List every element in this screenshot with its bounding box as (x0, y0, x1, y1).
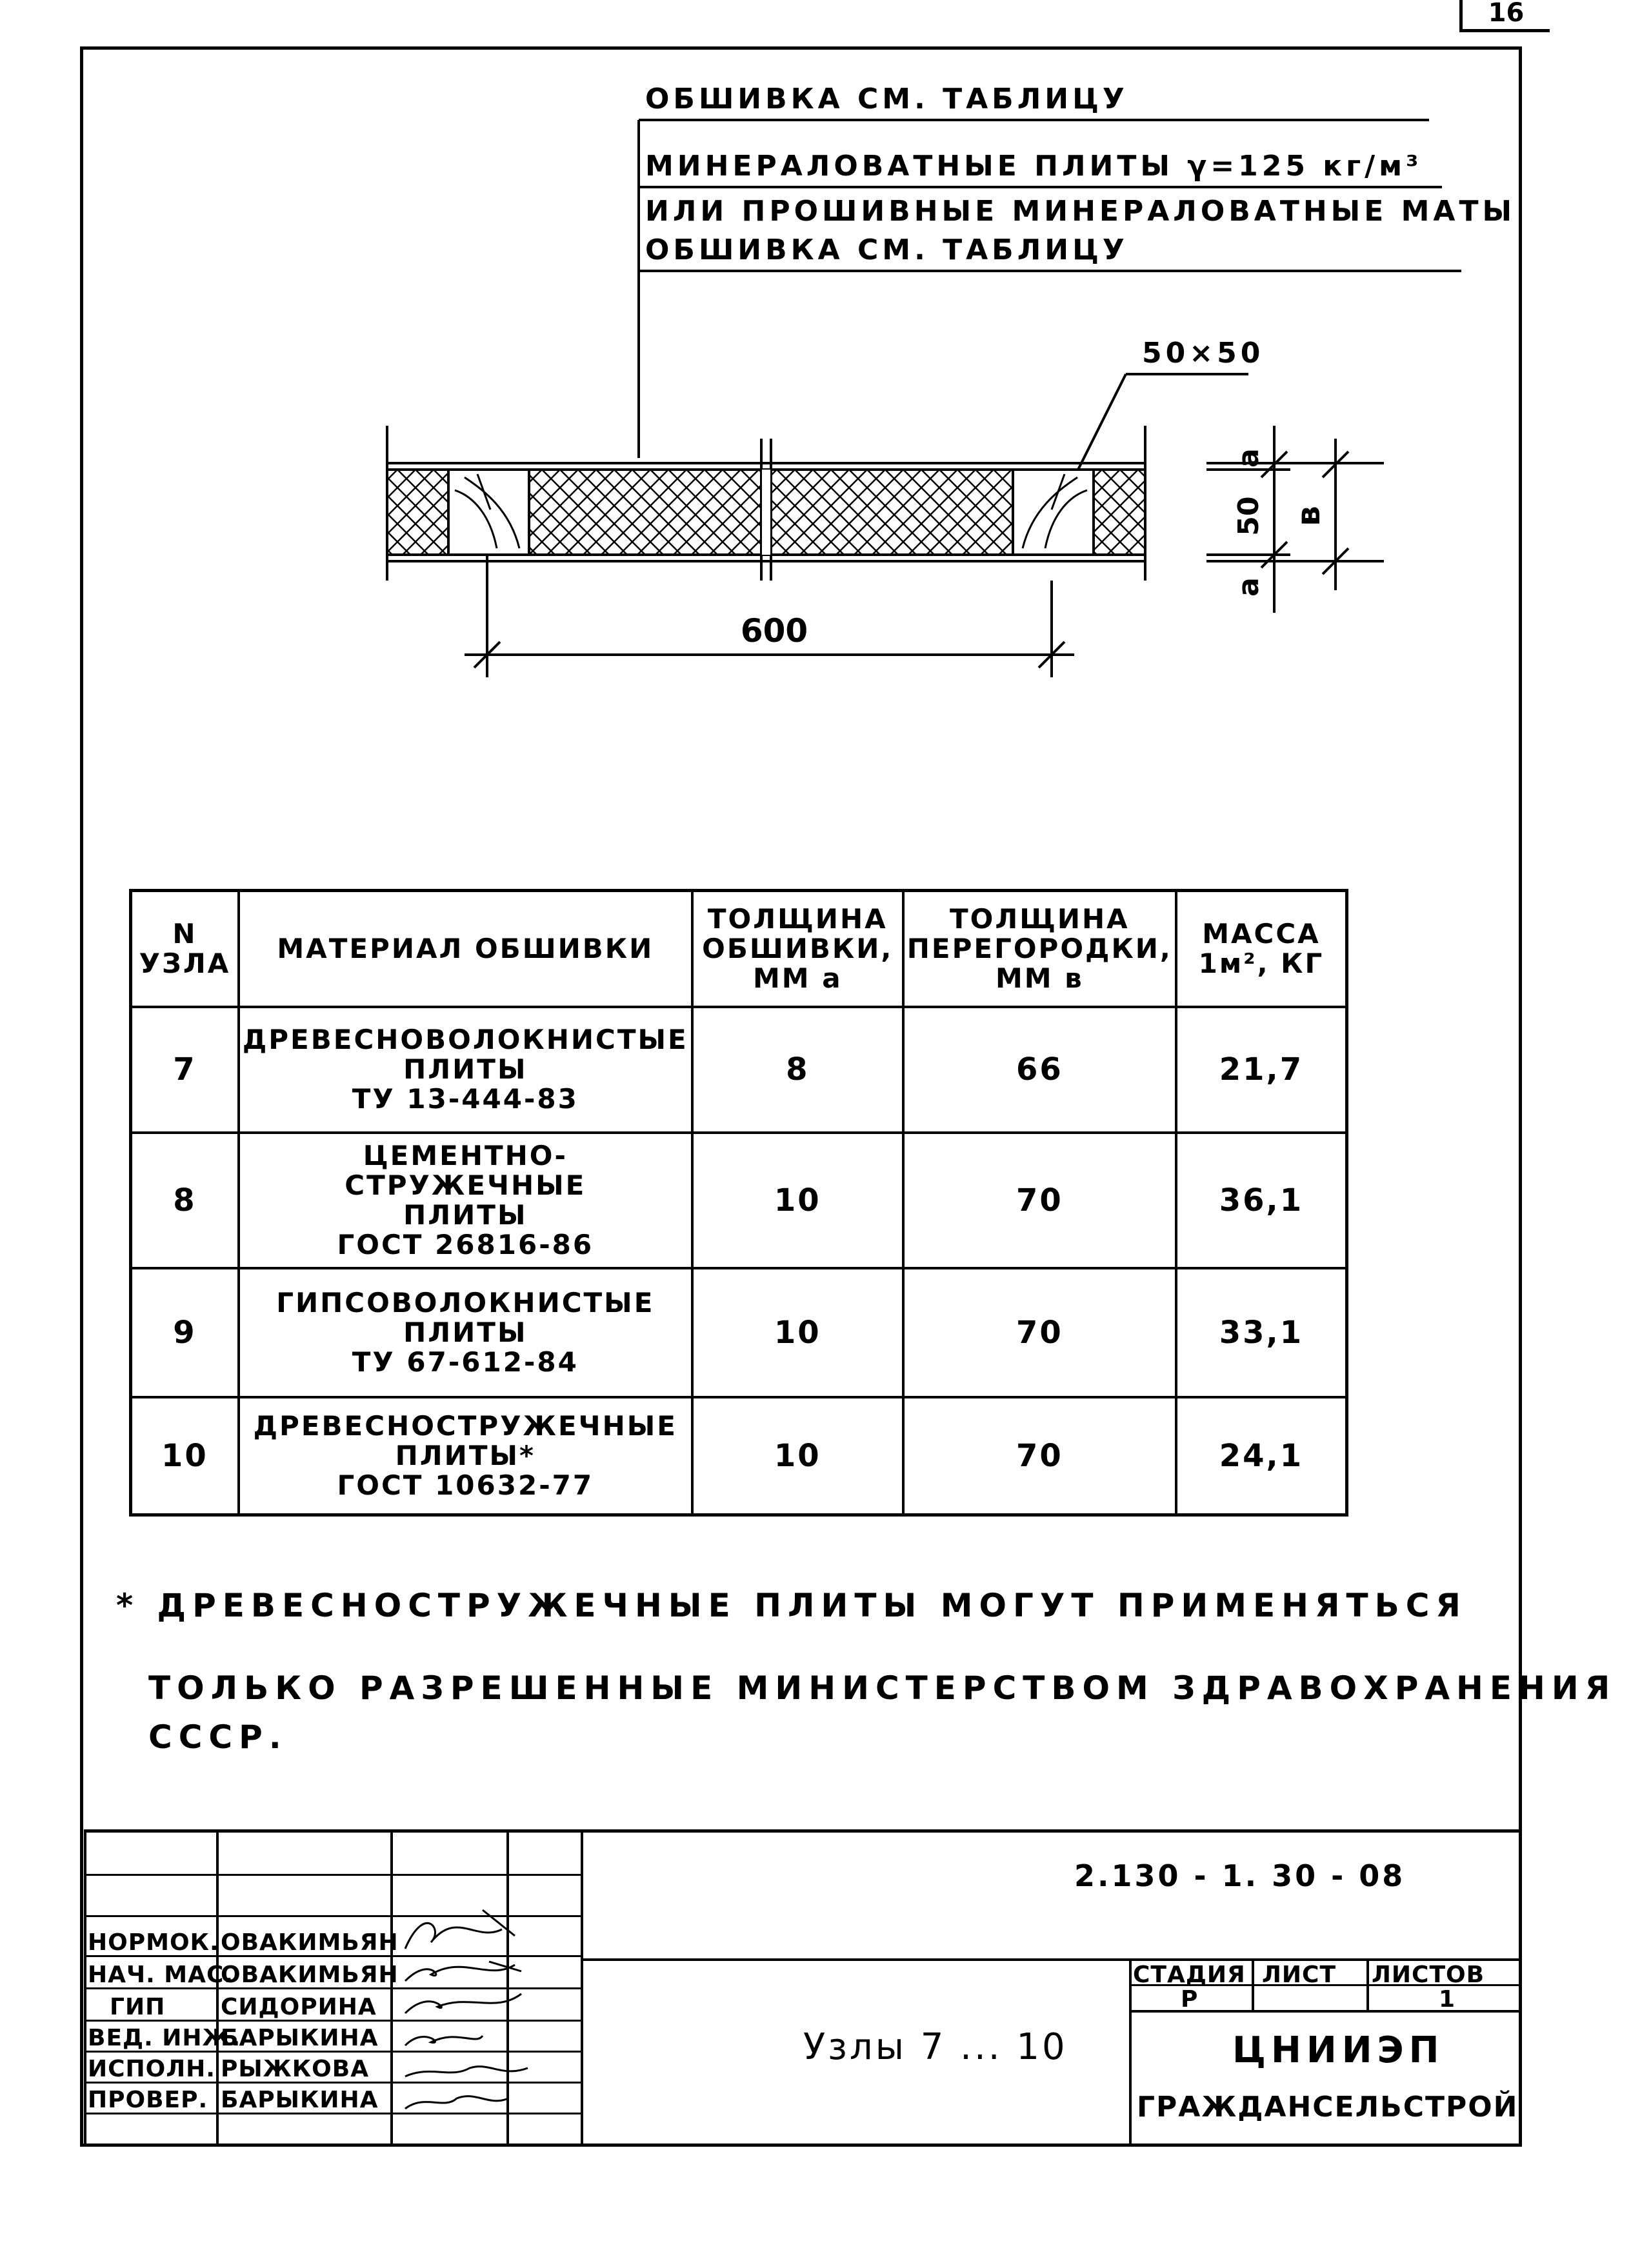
role-norm-control: НОРМОК. (88, 1929, 219, 1956)
material-kind: ПЛИТЫ (403, 1053, 528, 1085)
stud-label: 50×50 (1142, 337, 1265, 370)
footnote-line-2: ТОЛЬКО РАЗРЕШЕННЫЕ МИНИСТЕРСТВОМ ЗДРАВОХРАНЕНИЯ (148, 1669, 1617, 1707)
cell-node: 8 (131, 1133, 239, 1268)
cell-mass: 21,7 (1176, 1007, 1347, 1133)
material-kind: ПЛИТЫ* (395, 1439, 535, 1471)
table-row (131, 1268, 1347, 1397)
material-standard: ГОСТ 26816-86 (337, 1228, 594, 1260)
spacing-label: 600 (740, 612, 808, 650)
sheet-number: 16 (1459, 0, 1550, 32)
role-executor: ИСПОЛН. (88, 2056, 215, 2082)
cell-sheathing-thickness: 10 (692, 1397, 903, 1515)
material-kind: ПЛИТЫ (403, 1316, 528, 1348)
cell-material (239, 1007, 692, 1133)
material-name: ГИПСОВОЛОКНИСТЫЕ (276, 1286, 655, 1318)
cell-sheathing-thickness: 8 (692, 1007, 903, 1133)
title-block (84, 1829, 1522, 2146)
dim-a-bottom: a (1232, 577, 1265, 597)
cell-node: 10 (131, 1397, 239, 1515)
name-norm-control: ОВАКИМЬЯН (221, 1929, 399, 1956)
material-name: ДРЕВЕСНОВОЛОКНИСТЫЕ (242, 1024, 688, 1055)
table-header-row (131, 891, 1347, 1007)
name-checker: БАРЫКИНА (221, 2087, 379, 2113)
sheets-label: ЛИСТОВ (1372, 1962, 1485, 1988)
cell-node: 9 (131, 1268, 239, 1397)
org-subname: ГРАЖДАНСЕЛЬСТРОЙ (1137, 2091, 1519, 2124)
callout-line-2: МИНЕРАЛОВАТНЫЕ ПЛИТЫ γ=125 кг/м³ (645, 150, 1423, 183)
callout-line-4: ОБШИВКА СМ. ТАБЛИЦУ (645, 234, 1128, 266)
partition-section-drawing (0, 0, 1651, 839)
cell-partition-thickness: 70 (903, 1397, 1176, 1515)
cell-partition-thickness: 70 (903, 1268, 1176, 1397)
cell-node: 7 (131, 1007, 239, 1133)
drawing-title: Узлы 7 ... 10 (803, 2026, 1068, 2068)
cell-mass: 33,1 (1176, 1268, 1347, 1397)
footnote-line-1: * ДРЕВЕСНОСТРУЖЕЧНЫЕ ПЛИТЫ МОГУТ ПРИМЕНЯТЬСЯ (116, 1587, 1467, 1624)
cell-partition-thickness: 66 (903, 1007, 1176, 1133)
material-standard: ТУ 13-444-83 (352, 1083, 579, 1115)
role-lead-engineer: ВЕД. ИНЖ. (88, 2025, 241, 2051)
cell-material (239, 1268, 692, 1397)
dim-b: в (1290, 506, 1327, 526)
role-head-dept: НАЧ. МАС. (88, 1962, 234, 1988)
sheet-label: ЛИСТ (1262, 1962, 1337, 1988)
name-lead-engineer: БАРЫКИНА (221, 2025, 379, 2051)
wall-section (387, 426, 1145, 581)
sheets-value: 1 (1439, 1986, 1456, 2013)
table-row (131, 1007, 1347, 1133)
cell-mass: 36,1 (1176, 1133, 1347, 1268)
materials-table (129, 889, 1348, 1517)
header-mass: МАССА 1м², КГ (1176, 891, 1347, 1007)
material-name: ДРЕВЕСНОСТРУЖЕЧНЫЕ (253, 1409, 677, 1442)
cell-material (239, 1133, 692, 1268)
stage-label: СТАДИЯ (1133, 1962, 1246, 1988)
role-chief-engineer: ГИП (110, 1994, 166, 2020)
name-head-dept: ОВАКИМЬЯН (221, 1962, 399, 1988)
cell-sheathing-thickness: 10 (692, 1133, 903, 1268)
material-standard: ГОСТ 10632-77 (337, 1469, 594, 1501)
table-row (131, 1397, 1347, 1515)
callout-line-1: ОБШИВКА СМ. ТАБЛИЦУ (645, 83, 1128, 115)
document-code: 2.130 - 1. 30 - 08 (1074, 1858, 1406, 1893)
cell-partition-thickness: 70 (903, 1133, 1176, 1268)
dim-a-top: a (1232, 448, 1265, 468)
header-node: N УЗЛА (131, 891, 239, 1007)
footnote-line-3: СССР. (148, 1718, 288, 1756)
name-chief-engineer: СИДОРИНА (221, 1994, 377, 2020)
header-sheathing-thickness: ТОЛЩИНА ОБШИВКИ, ММ а (692, 891, 903, 1007)
signatures (392, 1833, 579, 2146)
cell-mass: 24,1 (1176, 1397, 1347, 1515)
stage-value: Р (1181, 1986, 1199, 2013)
name-executor: РЫЖКОВА (221, 2056, 370, 2082)
org-name: ЦНИИЭП (1232, 2029, 1445, 2071)
material-kind: ПЛИТЫ (403, 1199, 528, 1231)
dim-50: 50 (1232, 496, 1265, 536)
callout-line-3: ИЛИ ПРОШИВНЫЕ МИНЕРАЛОВАТНЫЕ МАТЫ (645, 195, 1516, 228)
header-material: МАТЕРИАЛ ОБШИВКИ (239, 891, 692, 1007)
cell-material (239, 1397, 692, 1515)
header-partition-thickness: ТОЛЩИНА ПЕРЕГОРОДКИ, ММ в (903, 891, 1176, 1007)
table-row (131, 1133, 1347, 1268)
role-checker: ПРОВЕР. (88, 2087, 208, 2113)
cell-sheathing-thickness: 10 (692, 1268, 903, 1397)
material-name: ЦЕМЕНТНО-СТРУЖЕЧНЫЕ (345, 1139, 586, 1201)
material-standard: ТУ 67-612-84 (352, 1346, 579, 1378)
